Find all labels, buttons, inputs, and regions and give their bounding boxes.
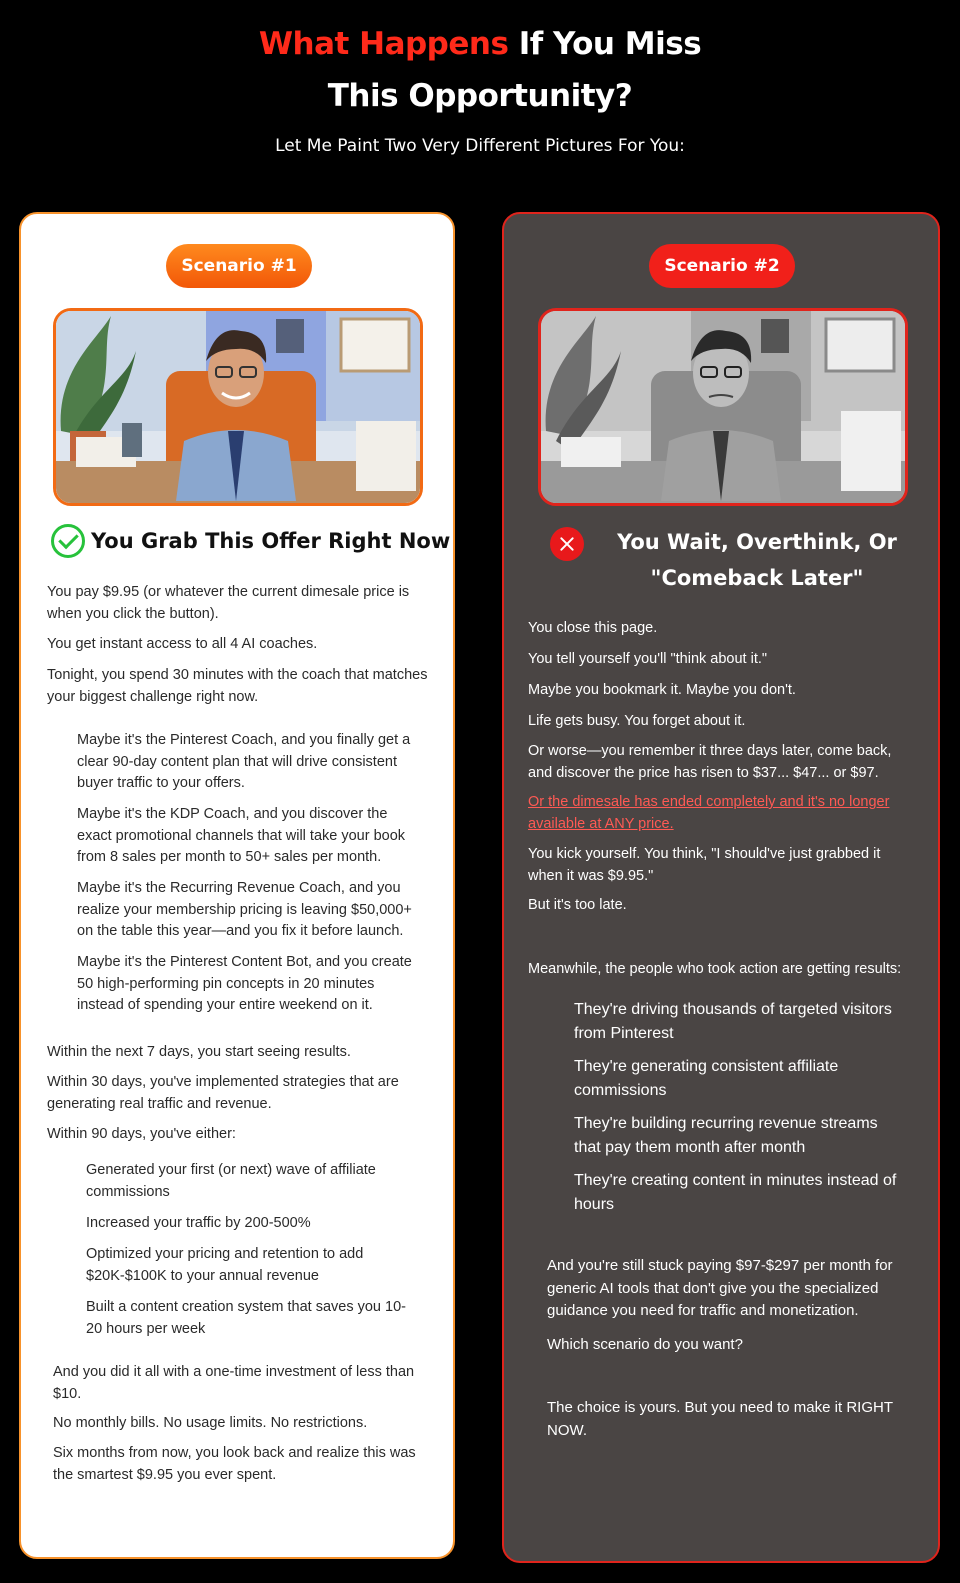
scenario-2-line: You close this page.	[528, 620, 658, 636]
scenario-2-card	[502, 212, 940, 1563]
closing-paragraph: And you did it all with a one-time investment of less than $10.	[53, 1364, 415, 1402]
outcome-item: Built a content creation system that saves you 10-20 hours per week	[86, 1299, 406, 1337]
x-circle-icon	[550, 527, 584, 561]
page-title	[0, 18, 960, 122]
timeline-item: Within the next 7 days, you start seeing results.	[47, 1044, 351, 1060]
result-item: They're generating consistent affiliate commissions	[574, 1058, 839, 1099]
maybe-item: Maybe it's the KDP Coach, and you discover the exact promotional channels that will take your book from 8 sales per month to 50+ sales per month.	[77, 806, 406, 865]
happy-businessman-image	[53, 308, 423, 506]
question-line: Which scenario do you want?	[547, 1336, 743, 1353]
timeline-item: Within 90 days, you've either:	[47, 1126, 236, 1142]
regret-line: But it's too late.	[528, 897, 627, 913]
intro-paragraph: You get instant access to all 4 AI coaches.	[47, 636, 318, 652]
meanwhile-line: Meanwhile, the people who took action are getting results:	[528, 961, 902, 977]
stuck-paragraph: And you're still stuck paying $97-$297 per month for generic AI tools that don't give you the specialized guidance you need for traffic and monetization.	[547, 1257, 893, 1319]
closing-paragraph: No monthly bills. No usage limits. No restrictions.	[53, 1415, 368, 1431]
page-subtitle: Let Me Paint Two Very Different Pictures For You:	[275, 136, 685, 156]
regret-line: You kick yourself. You think, "I should've just grabbed it when it was $9.95."	[528, 846, 881, 884]
result-item: They're building recurring revenue streams that pay them month after month	[574, 1115, 878, 1156]
choice-paragraph: The choice is yours. But you need to make it RIGHT NOW.	[547, 1399, 893, 1439]
scenario-2-line: Or worse—you remember it three days later, come back, and discover the price has risen to $37... $47... or $97.	[528, 743, 892, 781]
result-item: They're creating content in minutes instead of hours	[574, 1172, 897, 1213]
check-circle-icon	[51, 524, 85, 558]
scenario-2-headline-text: You Wait, Overthink, Or "Comeback Later"	[617, 530, 897, 590]
scenario-2-badge: Scenario #2	[649, 244, 795, 288]
maybe-item: Maybe it's the Recurring Revenue Coach, and you realize your membership pricing is leaving $50,000+ on the table this year—and you fix it before launch.	[77, 880, 412, 939]
maybe-item: Maybe it's the Pinterest Coach, and you finally get a clear 90-day content plan that will drive consistent buyer traffic to your offers.	[77, 732, 411, 791]
outcome-item: Generated your first (or next) wave of affiliate commissions	[86, 1162, 376, 1200]
scenario-1-headline-text: You Grab This Offer Right Now	[91, 529, 451, 553]
title-line1-rest: If You Miss	[518, 26, 702, 62]
dimesale-ended-link[interactable]: Or the dimesale has ended completely and it's no longer available at ANY price.	[528, 794, 890, 832]
scenario-2-line: You tell yourself you'll "think about it."	[528, 651, 768, 667]
timeline-item: Within 30 days, you've implemented strategies that are generating real traffic and revenue.	[47, 1074, 399, 1112]
scenario-1-headline	[51, 524, 451, 558]
title-line2: This Opportunity?	[327, 78, 633, 114]
scenario-1-card	[19, 212, 455, 1559]
worried-businessman-image	[538, 308, 908, 506]
scenario-2-line: Life gets busy. You forget about it.	[528, 713, 746, 729]
maybe-item: Maybe it's the Pinterest Content Bot, and you create 50 high-performing pin concepts in 20 minutes instead of spending your entire weekend on it.	[77, 954, 412, 1013]
outcome-item: Optimized your pricing and retention to add $20K-$100K to your annual revenue	[86, 1246, 364, 1284]
result-item: They're driving thousands of targeted visitors from Pinterest	[574, 1001, 892, 1042]
title-accent: What Happens	[258, 26, 509, 62]
intro-paragraph: Tonight, you spend 30 minutes with the coach that matches your biggest challenge right now.	[47, 667, 428, 705]
intro-paragraph: You pay $9.95 (or whatever the current dimesale price is when you click the button).	[47, 584, 410, 622]
scenario-2-line: Maybe you bookmark it. Maybe you don't.	[528, 682, 796, 698]
scenario-2-headline	[550, 524, 910, 596]
outcome-item: Increased your traffic by 200-500%	[86, 1215, 311, 1231]
closing-paragraph: Six months from now, you look back and realize this was the smartest $9.95 you ever spent.	[53, 1445, 416, 1483]
scenario-1-badge: Scenario #1	[166, 244, 312, 288]
